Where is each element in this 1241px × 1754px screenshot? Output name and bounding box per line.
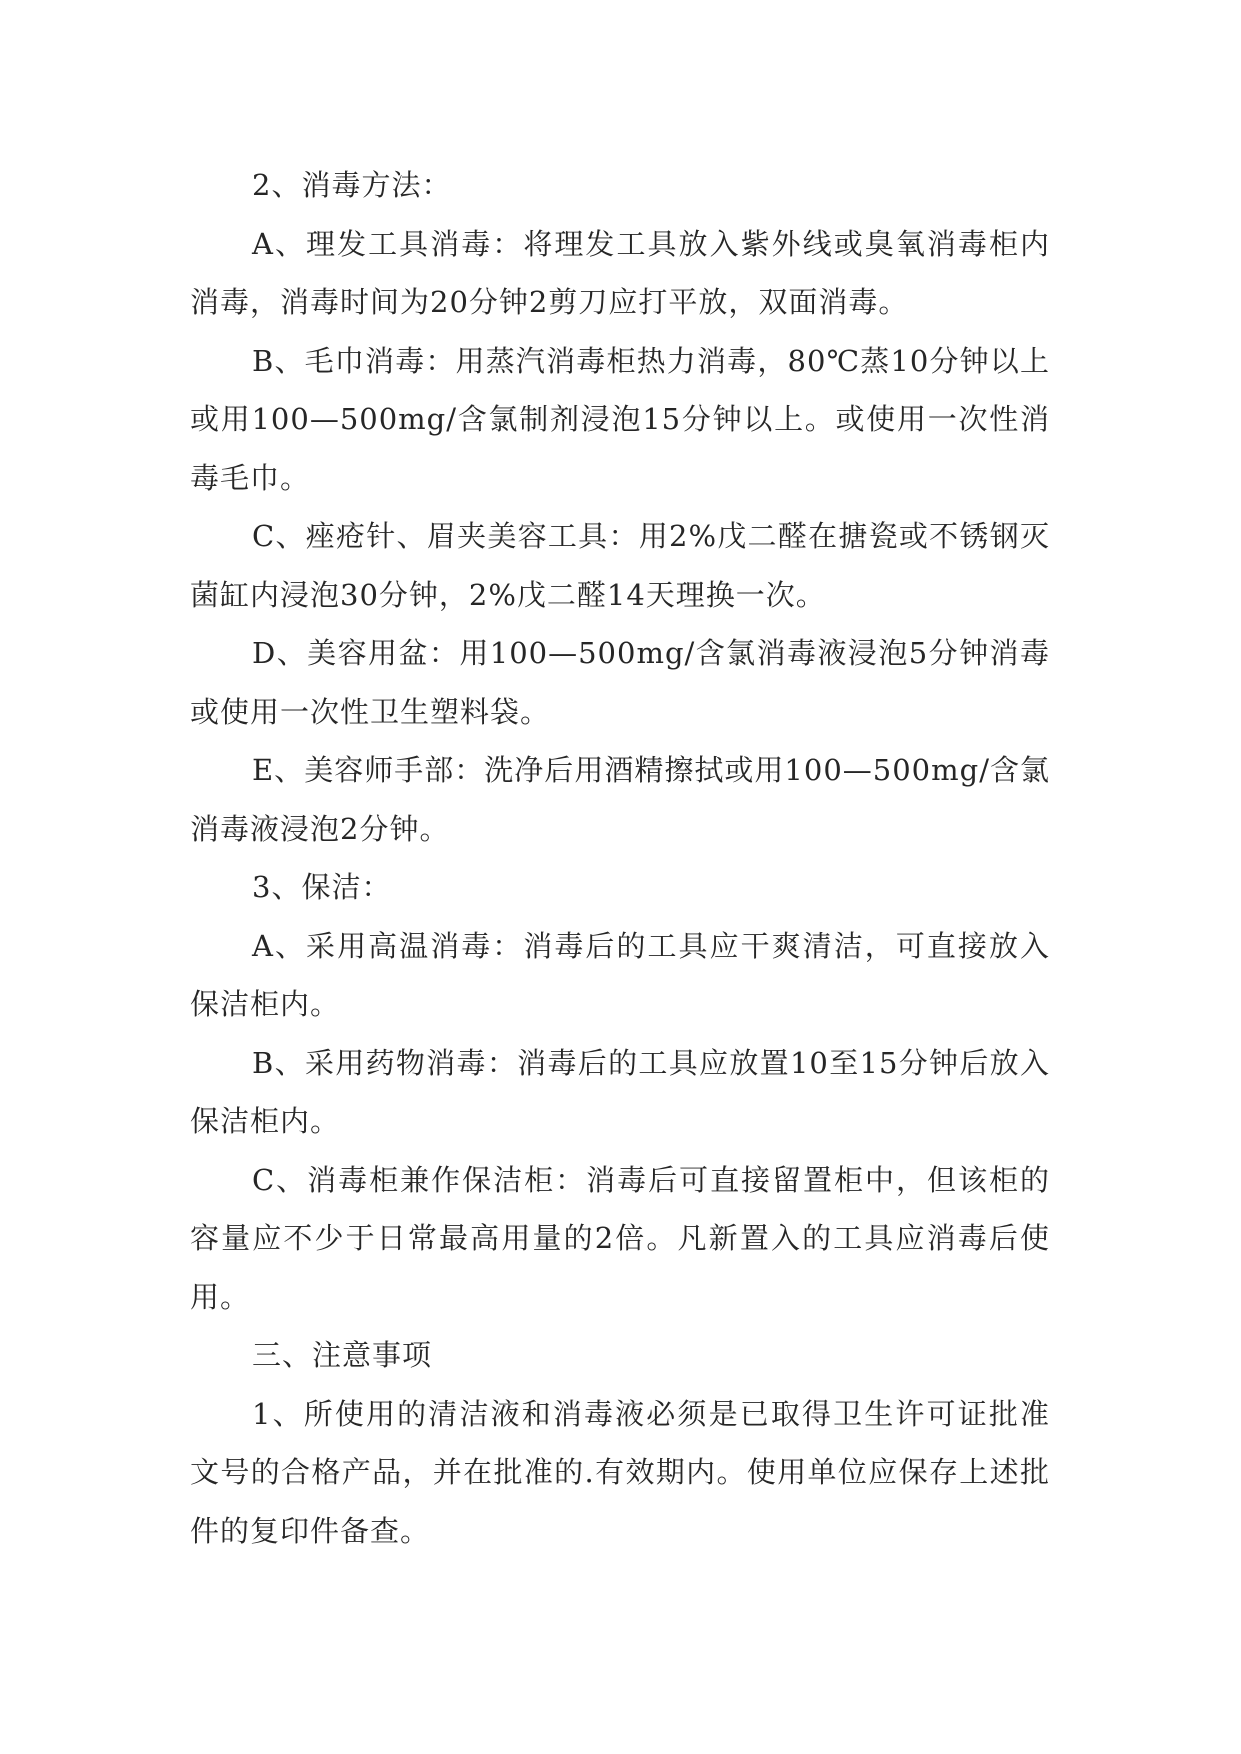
paragraph-note-1: 1、所使用的清洁液和消毒液必须是已取得卫生许可证批准文号的合格产品，并在批准的.有效期内。使用单位应保存上述批件的复印件备查。	[190, 1396, 1050, 1548]
paragraph-basins: D、美容用盆：用100—500mg/含氯消毒液浸泡5分钟消毒或使用一次性卫生塑料袋。	[190, 636, 1050, 729]
heading-cleaning: 3、保洁：	[252, 870, 392, 904]
paragraph-towels: B、毛巾消毒：用蒸汽消毒柜热力消毒，80℃蒸10分钟以上或用100—500mg/含氯制剂浸泡15分钟以上。或使用一次性消毒毛巾。	[190, 343, 1050, 495]
paragraph-high-temp: A、采用高温消毒：消毒后的工具应干爽清洁，可直接放入保洁柜内。	[190, 928, 1050, 1021]
paragraph-cabinet: C、消毒柜兼作保洁柜：消毒后可直接留置柜中，但该柜的容量应不少于日常最高用量的2倍。凡新置入的工具应消毒后使用。	[190, 1162, 1050, 1314]
paragraph-acne-needles: C、痤疮针、眉夹美容工具：用2%戊二醛在搪瓷或不锈钢灭菌缸内浸泡30分钟，2%戊二醛14天理换一次。	[190, 519, 1050, 612]
paragraph-chemical: B、采用药物消毒：消毒后的工具应放置10至15分钟后放入保洁柜内。	[190, 1045, 1050, 1138]
heading-notes: 三、注意事项	[252, 1338, 433, 1372]
paragraph-haircut-tools: A、理发工具消毒：将理发工具放入紫外线或臭氧消毒柜内消毒，消毒时间为20分钟2剪刀应打平放，双面消毒。	[190, 226, 1050, 319]
heading-disinfection-methods: 2、消毒方法：	[252, 168, 452, 202]
paragraph-hands: E、美容师手部：洗净后用酒精擦拭或用100—500mg/含氯消毒液浸泡2分钟。	[190, 753, 1050, 846]
document-body	[190, 156, 1050, 1560]
